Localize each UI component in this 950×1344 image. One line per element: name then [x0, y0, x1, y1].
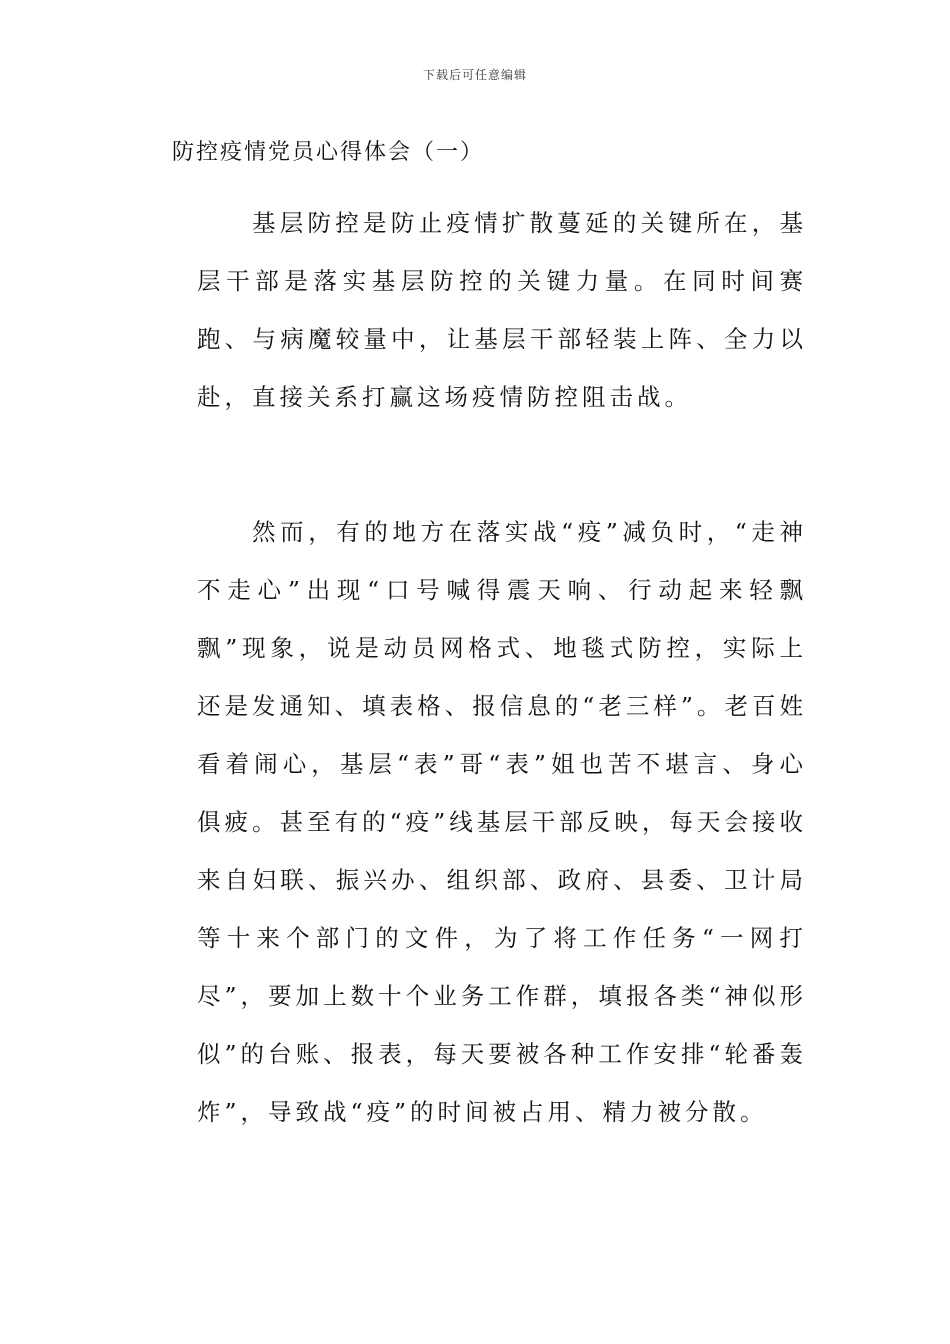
document-title: 防控疫情党员心得体会（一）	[172, 140, 485, 165]
header-note: 下载后可任意编辑	[422, 68, 527, 82]
paragraph-2: 然而，有的地方在落实战“疫”减负时，“走神不走心”出现“口号喊得震天响、行动起来轻飘飘”现象，说是动员网格式、地毯式防控，实际上还是发通知、填表格、报信息的“老三样”。老百姓看着闹心，基层“表”哥“表”姐也苦不堪言、身心俱疲。甚至有的“疫”线基层干部反映，每天会接收来自妇联、振兴办、组织部、政府、县委、卫计局等十来个部门的文件，为了将工作任务“一网打尽”，要加上数十个业务工作群，填报各类“神似形似”的台账、报表，每天要被各种工作安排“轮番轰炸”，导致战“疫”的时间被占用、精力被分散。	[197, 518, 807, 1126]
paragraph-1: 基层防控是防止疫情扩散蔓延的关键所在，基层干部是落实基层防控的关键力量。在同时间赛跑、与病魔较量中，让基层干部轻装上阵、全力以赴，直接关系打赢这场疫情防控阻击战。	[197, 209, 807, 411]
